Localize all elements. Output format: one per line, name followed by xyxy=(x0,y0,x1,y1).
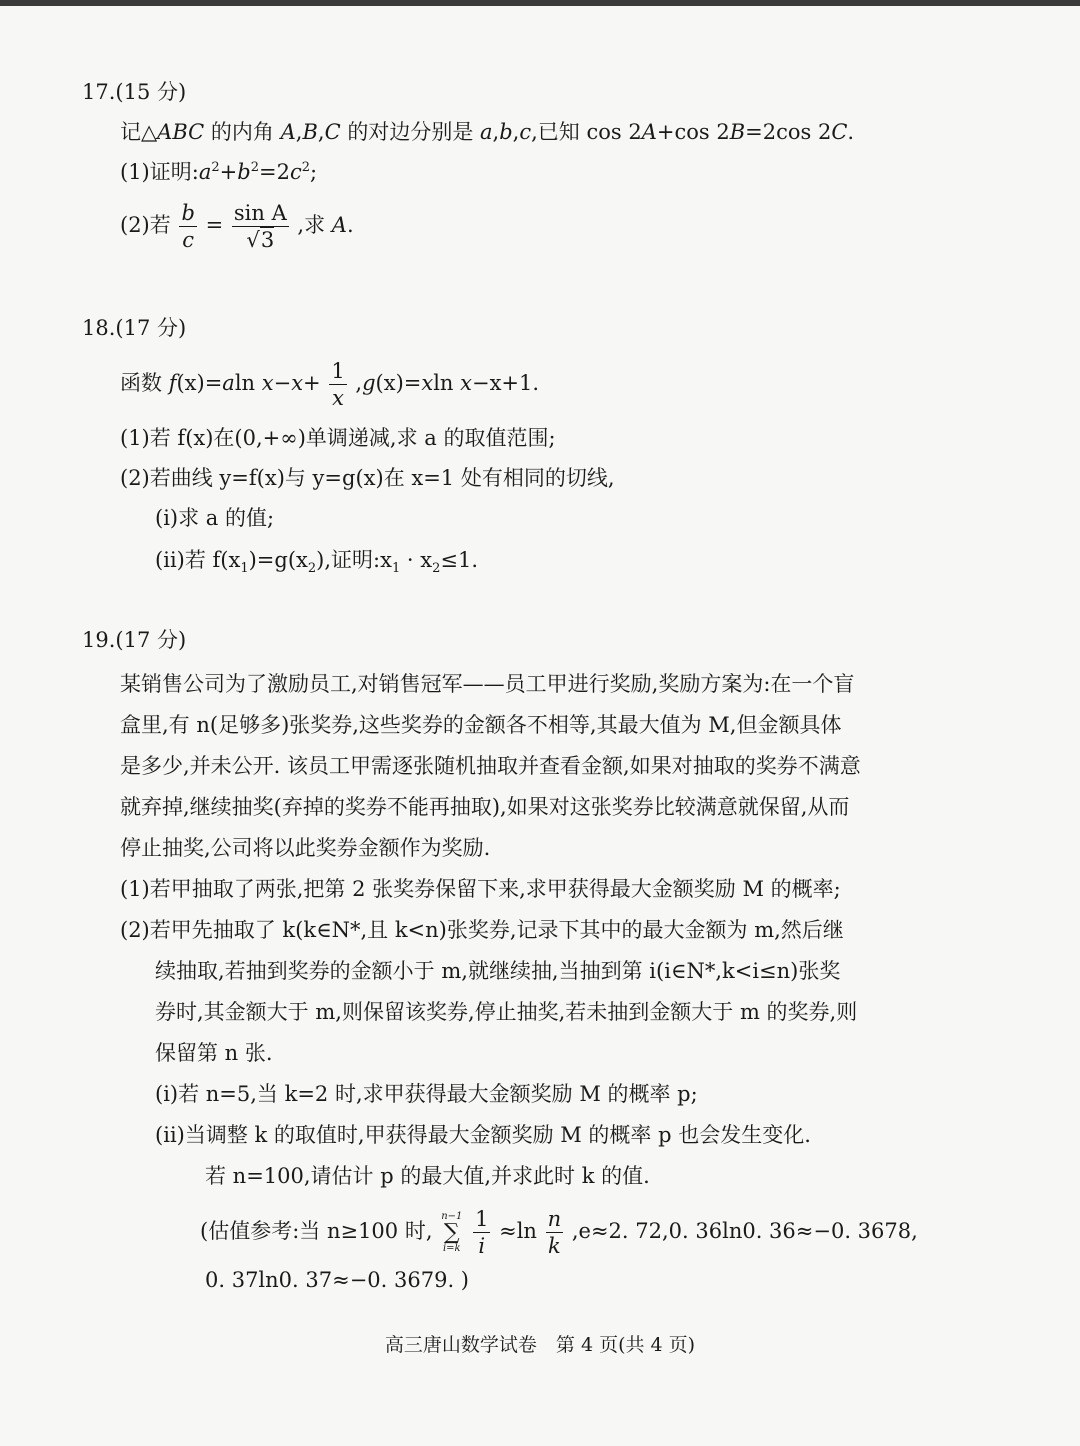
fraction-n-over-k: $\frac{n}{k}$ xyxy=(547,1207,562,1259)
q18-part2-i: (ⅰ)求 a 的值; xyxy=(155,506,275,530)
q19-part2-line-4: 保留第 n 张. xyxy=(155,1041,273,1065)
q19-line-5: 停止抽奖,公司将以此奖券金额作为奖励. xyxy=(120,836,491,860)
fraction-1-over-x: $\frac{1}{x}$ xyxy=(331,359,345,411)
q18-part1: (1)若 f(x)在(0,+∞)单调递减,求 a 的取值范围; xyxy=(120,426,556,450)
q19-estimate-reference: (估值参考:当 n≥100 时, n−1 ∑ i=k $\frac{1}{i}$ ≈ln $\frac{n}{k}$ ,e≈2. 72,0. 36ln0. 36≈−0. 3678, xyxy=(200,1207,918,1259)
q19-part2-ii: (ⅱ)当调整 k 的取值时,甲获得最大金额奖励 M 的概率 p 也会发生变化. xyxy=(155,1123,811,1147)
fraction-1-over-i: $\frac{1}{i}$ xyxy=(475,1207,489,1259)
q17-part2: (2)若 $\frac{b}{c}$ = $\frac{\text{sin A}}{√3}$ ,求 A. xyxy=(120,201,354,253)
q17-statement: 记△ABC 的内角 A,B,C 的对边分别是 a,b,c,已知 cos 2A+cos 2B=2cos 2C. xyxy=(120,120,855,144)
q19-line-3: 是多少,并未公开. 该员工甲需逐张随机抽取并查看金额,如果对抽取的奖券不满意 xyxy=(120,754,861,778)
q19-part2-i: (ⅰ)若 n=5,当 k=2 时,求甲获得最大金额奖励 M 的概率 p; xyxy=(155,1082,698,1106)
q18-statement: 函数 f(x)=aln x−x+ $\frac{1}{x}$ ,g(x)=xln x−x+1. xyxy=(120,359,540,411)
q19-line-1: 某销售公司为了激励员工,对销售冠军——员工甲进行奖励,奖励方案为:在一个盲 xyxy=(120,672,855,696)
q19-part2-line-1: (2)若甲先抽取了 k(k∈N*,且 k<n)张奖券,记录下其中的最大金额为 m,然后继 xyxy=(120,918,844,942)
q18-header: 18.(17 分) xyxy=(82,316,187,340)
q19-part2-line-2: 续抽取,若抽到奖券的金额小于 m,就继续抽,当抽到第 i(i∈N*,k<i≤n)张奖 xyxy=(155,959,841,983)
q17-part1: (1)证明$:a^2+b^2=2c^2$; xyxy=(120,160,318,184)
q19-part2-ii-b: 若 n=100,请估计 p 的最大值,并求此时 k 的值. xyxy=(205,1164,650,1188)
q19-line-2: 盒里,有 n(足够多)张奖券,这些奖券的金额各不相等,其最大值为 M,但金额具体 xyxy=(120,713,842,737)
q19-header: 19.(17 分) xyxy=(82,628,187,652)
summation: n−1 ∑ i=k xyxy=(441,1210,463,1254)
q19-part2-line-3: 券时,其金额大于 m,则保留该奖券,停止抽奖,若未抽到金额大于 m 的奖券,则 xyxy=(155,1000,858,1024)
q18-part2-ii: (ⅱ)若 $f(x_1)=g(x_2)$,证明$:x_1 \cdot x_2\le 1$. xyxy=(155,548,479,577)
page-footer: 高三唐山数学试卷 第 4 页(共 4 页) xyxy=(384,1334,696,1356)
q18-part2: (2)若曲线 y=f(x)与 y=g(x)在 x=1 处有相同的切线, xyxy=(120,466,615,490)
q19-estimate-reference-last: 0. 37ln0. 37≈−0. 3679. ) xyxy=(205,1268,469,1292)
fraction-b-over-c: $\frac{b}{c}$ xyxy=(181,201,195,253)
q17-header: 17.(15 分) xyxy=(82,80,187,104)
fraction-sinA-over-root3: $\frac{\text{sin A}}{√3}$ xyxy=(233,201,287,253)
q19-part1: (1)若甲抽取了两张,把第 2 张奖券保留下来,求甲获得最大金额奖励 M 的概率; xyxy=(120,877,841,901)
q19-line-4: 就弃掉,继续抽奖(弃掉的奖券不能再抽取),如果对这张奖券比较满意就保留,从而 xyxy=(120,795,850,819)
